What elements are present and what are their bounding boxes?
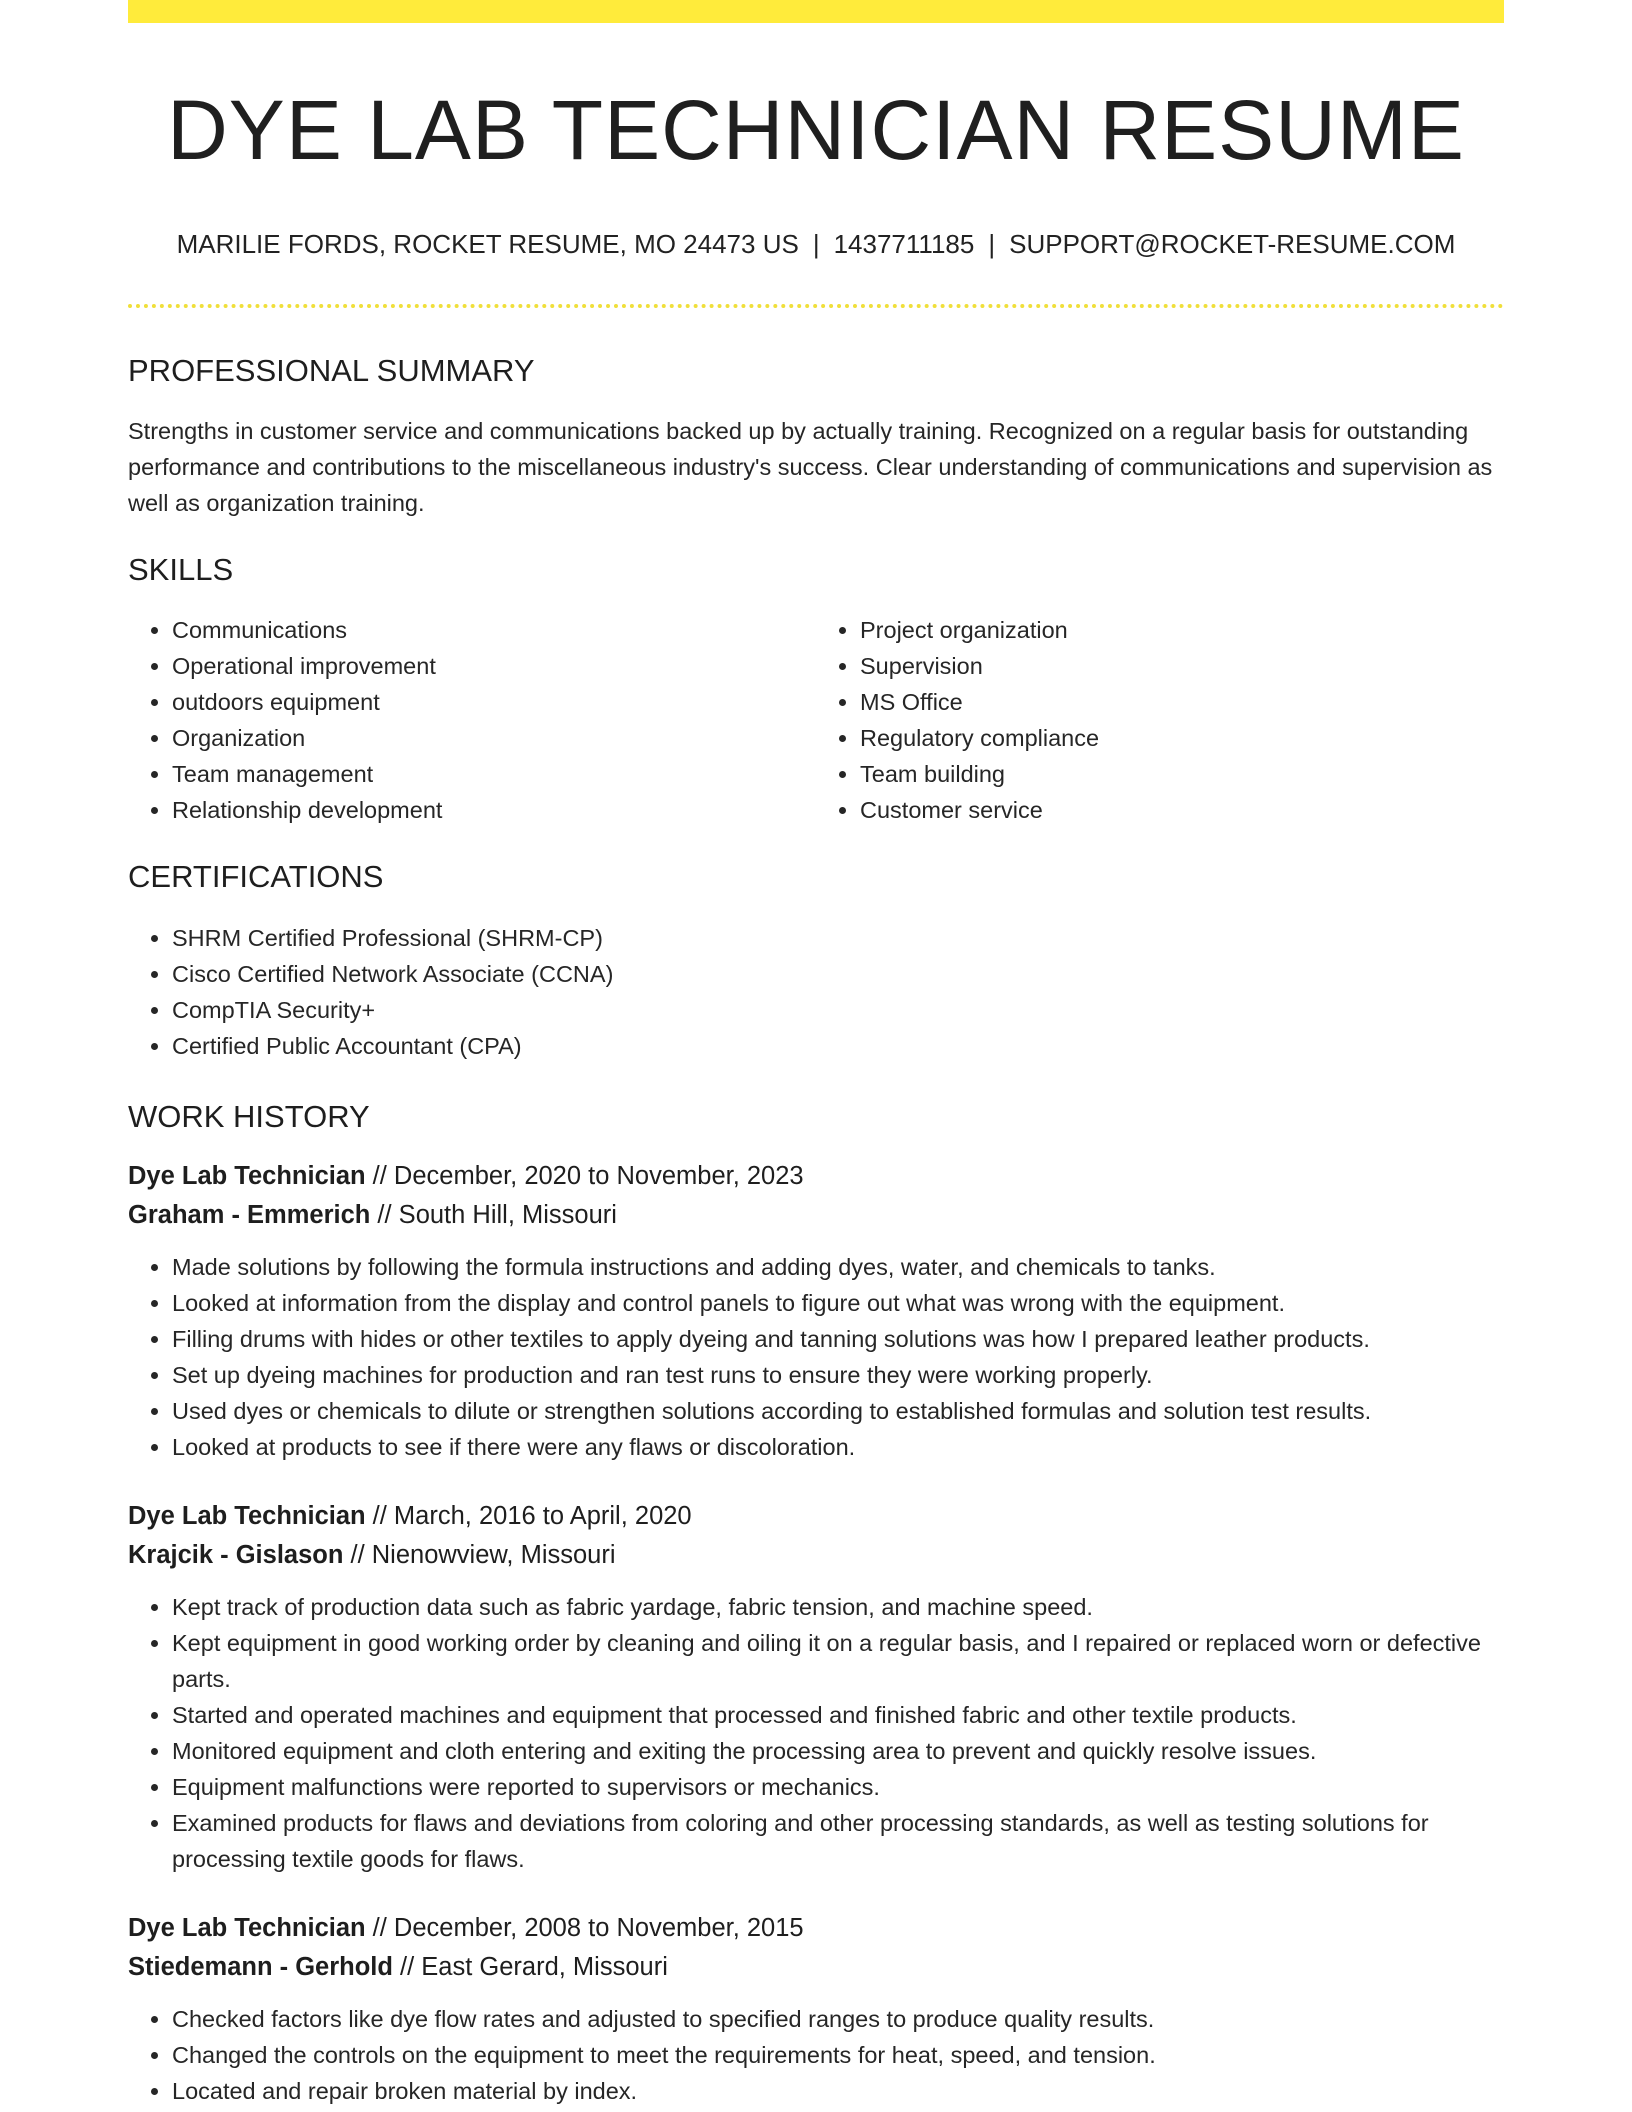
- job-dates: // December, 2020 to November, 2023: [365, 1161, 804, 1190]
- accent-bar: [128, 0, 1504, 23]
- dotted-divider: [128, 304, 1504, 308]
- job-company-line: [128, 1536, 1504, 1575]
- certifications-list: [128, 920, 1504, 1064]
- job-title-line: [128, 1157, 1504, 1196]
- job-bullet: • Filling drums with hides or other textiles to apply dyeing and tanning solutions was how I prepared leather products.: [172, 1321, 1504, 1357]
- contact-line: [128, 229, 1504, 260]
- certifications-heading: CERTIFICATIONS: [128, 859, 384, 895]
- job-bullet: • Looked at products to see if there were any flaws or discoloration.: [172, 1429, 1504, 1465]
- job-company: Graham - Emmerich: [128, 1200, 371, 1229]
- job-bullets: [128, 1249, 1504, 1465]
- certification-item: • Cisco Certified Network Associate (CCNA): [172, 956, 1504, 992]
- job-bullet: • Equipment malfunctions were reported to supervisors or mechanics.: [172, 1769, 1504, 1805]
- job-title: Dye Lab Technician: [128, 1913, 366, 1942]
- resume-page: [128, 0, 1504, 2109]
- page-title: DYE LAB TECHNICIAN RESUME: [167, 83, 1465, 177]
- job-dates: // December, 2008 to November, 2015: [365, 1913, 804, 1942]
- skill-item: • Team building: [860, 756, 1504, 792]
- job-bullet: • Looked at information from the display and control panels to figure out what was wrong with the equipment.: [172, 1285, 1504, 1321]
- job-entry: [128, 1497, 1504, 1877]
- job-location: // Nienowview, Missouri: [343, 1540, 616, 1569]
- job-location: // East Gerard, Missouri: [392, 1952, 668, 1981]
- skill-item: • Project organization: [860, 612, 1504, 648]
- skill-item: • outdoors equipment: [172, 684, 816, 720]
- job-location: // South Hill, Missouri: [370, 1200, 617, 1229]
- skill-item: • Organization: [172, 720, 816, 756]
- job-title-line: [128, 1909, 1504, 1948]
- summary-text: Strengths in customer service and communications backed up by actually training. Recognized on a regular basis for outstanding performance and contributions to the miscellaneous industry's success. Clear understanding of communications and supervision as well as organization training.: [128, 418, 1493, 517]
- skills-heading: SKILLS: [128, 552, 234, 588]
- job-bullet: • Located and repair broken material by index.: [172, 2073, 1504, 2109]
- contact-phone: 1437711185: [833, 228, 975, 259]
- job-title-line: [128, 1497, 1504, 1536]
- skill-item: • Operational improvement: [172, 648, 816, 684]
- skills-list-right: [816, 612, 1504, 828]
- job-bullet: • Kept track of production data such as fabric yardage, fabric tension, and machine speed.: [172, 1589, 1504, 1625]
- skills-columns: [128, 612, 1504, 828]
- job-dates: // March, 2016 to April, 2020: [365, 1501, 692, 1530]
- job-company: Stiedemann - Gerhold: [128, 1952, 393, 1981]
- job-bullet: • Changed the controls on the equipment to meet the requirements for heat, speed, and tension.: [172, 2037, 1504, 2073]
- job-bullet: • Used dyes or chemicals to dilute or strengthen solutions according to established formulas and solution test results.: [172, 1393, 1504, 1429]
- job-company-line: [128, 1948, 1504, 1987]
- job-bullet: • Examined products for flaws and deviations from coloring and other processing standards, as well as testing solutions for processing textile goods for flaws.: [172, 1805, 1504, 1877]
- contact-email: SUPPORT@ROCKET-RESUME.COM: [1009, 228, 1456, 259]
- work-history-heading: WORK HISTORY: [128, 1098, 370, 1134]
- certification-item: • SHRM Certified Professional (SHRM-CP): [172, 920, 1504, 956]
- job-bullet: • Kept equipment in good working order by cleaning and oiling it on a regular basis, and I repaired or replaced worn or defective parts.: [172, 1625, 1504, 1697]
- skill-item: • MS Office: [860, 684, 1504, 720]
- skill-item: • Regulatory compliance: [860, 720, 1504, 756]
- skill-item: • Supervision: [860, 648, 1504, 684]
- job-bullet: • Set up dyeing machines for production and ran test runs to ensure they were working properly.: [172, 1357, 1504, 1393]
- job-company: Krajcik - Gislason: [128, 1540, 344, 1569]
- skill-item: • Relationship development: [172, 792, 816, 828]
- job-bullet: • Made solutions by following the formula instructions and adding dyes, water, and chemicals to tanks.: [172, 1249, 1504, 1285]
- job-title: Dye Lab Technician: [128, 1501, 366, 1530]
- job-entry: [128, 1157, 1504, 1465]
- job-bullet: • Monitored equipment and cloth entering and exiting the processing area to prevent and quickly resolve issues.: [172, 1733, 1504, 1769]
- summary-heading: PROFESSIONAL SUMMARY: [128, 352, 535, 388]
- certification-item: • CompTIA Security+: [172, 992, 1504, 1028]
- contact-separator: |: [988, 228, 996, 259]
- job-bullets: [128, 1589, 1504, 1877]
- certification-item: • Certified Public Accountant (CPA): [172, 1028, 1504, 1064]
- job-bullet: • Checked factors like dye flow rates and adjusted to specified ranges to produce quality results.: [172, 2001, 1504, 2037]
- contact-separator: |: [812, 228, 820, 259]
- job-entry: [128, 1909, 1504, 2109]
- job-title: Dye Lab Technician: [128, 1161, 366, 1190]
- skill-item: • Team management: [172, 756, 816, 792]
- skills-list-left: [128, 612, 816, 828]
- contact-address: MARILIE FORDS, ROCKET RESUME, MO 24473 US: [176, 228, 799, 259]
- skill-item: • Customer service: [860, 792, 1504, 828]
- job-company-line: [128, 1196, 1504, 1235]
- skill-item: • Communications: [172, 612, 816, 648]
- job-bullet: • Started and operated machines and equipment that processed and finished fabric and other textile products.: [172, 1697, 1504, 1733]
- job-bullets: [128, 2001, 1504, 2109]
